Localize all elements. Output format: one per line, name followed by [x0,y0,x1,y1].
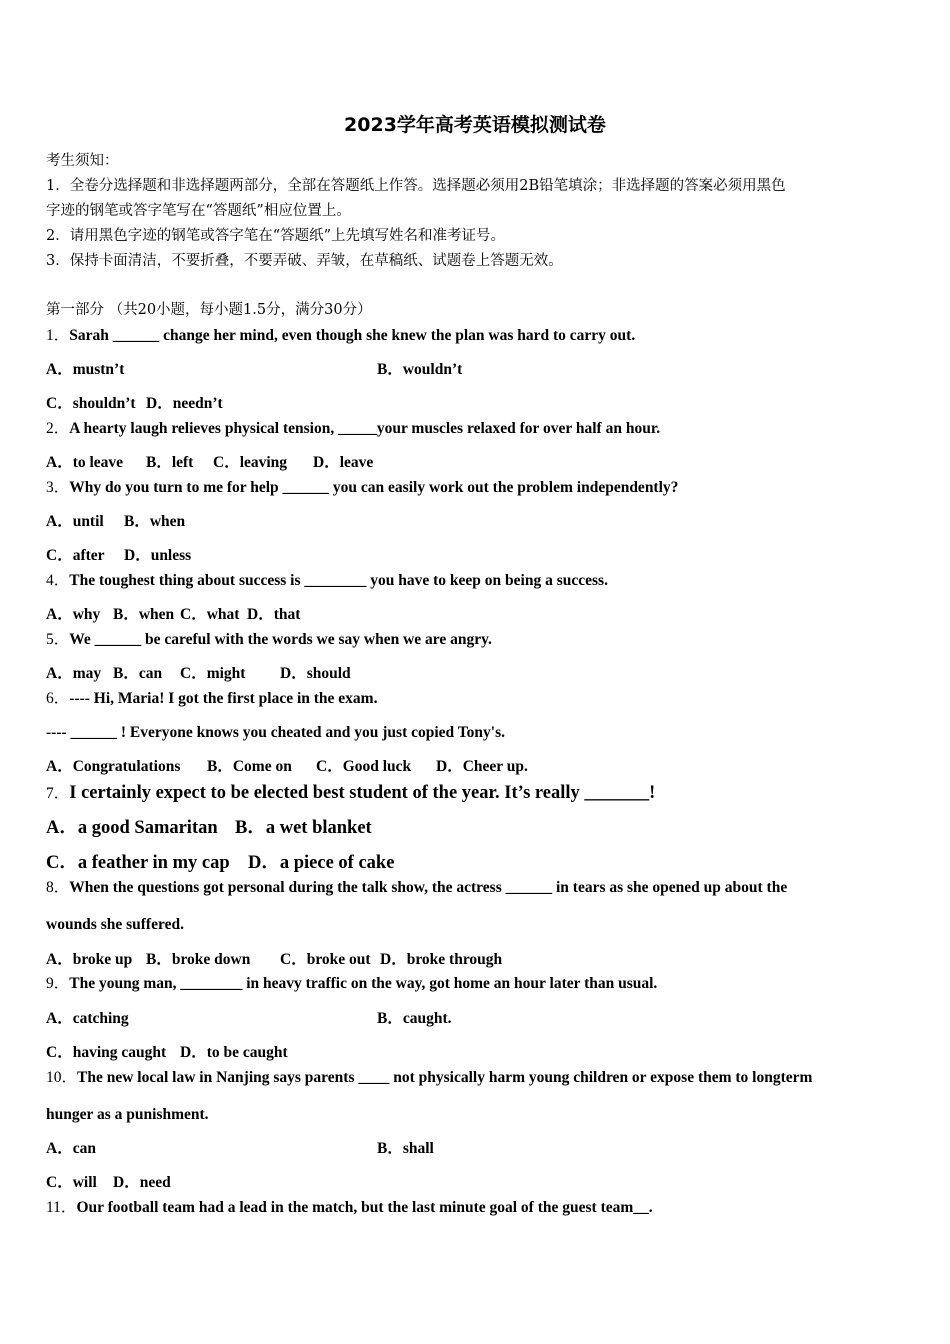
q7-option-c[interactable]: C．a feather in my cap [46,853,230,873]
question-4: 4．The toughest thing about success is ________ you have to keep on being a success. [46,572,608,589]
q4-option-d[interactable]: D．that [247,606,301,623]
q3-option-c[interactable]: C．after [46,547,105,564]
question-10-cont: hunger as a punishment. [46,1106,209,1123]
q9-option-c[interactable]: C．having caught [46,1044,167,1061]
q6-option-d[interactable]: D．Cheer up. [436,758,528,775]
q10-option-a[interactable]: A．can [46,1140,96,1157]
q2-option-d[interactable]: D．leave [313,454,374,471]
q7-option-b[interactable]: B．a wet blanket [235,818,372,838]
q3-option-d[interactable]: D．unless [124,547,192,564]
question-2: 2．A hearty laugh relieves physical tension, _____your muscles relaxed for over half an hour. [46,420,661,437]
q9-option-b[interactable]: B．caught. [377,1010,452,1027]
question-10: 10．The new local law in Nanjing says parents ____ not physically harm young children or expose them to longterm [46,1069,813,1086]
q5-option-d[interactable]: D．should [280,665,351,682]
q1-option-b[interactable]: B．wouldn’t [377,361,463,378]
q6-option-a[interactable]: A．Congratulations [46,758,181,775]
question-9: 9．The young man, ________ in heavy traffic on the way, got home an hour later than usual. [46,975,658,992]
question-8: 8．When the questions got personal during the talk show, the actress ______ in tears as she opened up about the [46,879,788,896]
q1-option-d[interactable]: D．needn’t [146,395,223,412]
q8-option-d[interactable]: D．broke through [380,951,503,968]
q10-option-c[interactable]: C．will [46,1174,97,1191]
question-7: 7．I certainly expect to be elected best student of the year. It’s really _______! [46,783,656,803]
q2-option-a[interactable]: A．to leave [46,454,124,471]
q4-option-c[interactable]: C．what [180,606,240,623]
q8-option-c[interactable]: C．broke out [280,951,371,968]
q1-option-a[interactable]: A．mustn’t [46,361,125,378]
q6-option-c[interactable]: C．Good luck [316,758,412,775]
q9-option-a[interactable]: A．catching [46,1010,129,1027]
question-1: 1．Sarah ______ change her mind, even though she knew the plan was hard to carry out. [46,327,636,344]
notice-line-4: 3．保持卡面清洁，不要折叠，不要弄破、弄皱，在草稿纸、试题卷上答题无效。 [46,253,563,269]
q8-option-a[interactable]: A．broke up [46,951,133,968]
q6-option-b[interactable]: B．Come on [207,758,292,775]
q4-option-a[interactable]: A．why [46,606,101,623]
q8-option-b[interactable]: B．broke down [146,951,251,968]
q2-option-b[interactable]: B．left [146,454,194,471]
question-11: 11．Our football team had a lead in the match, but the last minute goal of the guest team__. [46,1199,653,1216]
q1-option-c[interactable]: C．shouldn’t [46,395,136,412]
q5-option-c[interactable]: C．might [180,665,246,682]
question-6-reply: ---- ______ ! Everyone knows you cheated and you just copied Tony's. [46,724,506,741]
q5-option-b[interactable]: B．can [113,665,163,682]
notice-heading: 考生须知： [46,153,119,169]
q2-option-c[interactable]: C．leaving [213,454,288,471]
q4-option-b[interactable]: B．when [113,606,175,623]
question-3: 3．Why do you turn to me for help ______ you can easily work out the problem independently? [46,479,679,496]
q5-option-a[interactable]: A．may [46,665,102,682]
notice-line-3: 2．请用黑色字迹的钢笔或答字笔在“答题纸”上先填写姓名和准考证号。 [46,228,506,244]
question-8-cont: wounds she suffered. [46,916,184,933]
notice-line-2: 字迹的钢笔或答字笔写在“答题纸”相应位置上。 [46,203,351,219]
q10-option-b[interactable]: B．shall [377,1140,434,1157]
section-heading: 第一部分 （共20小题，每小题1.5分，满分30分） [46,302,372,318]
notice-line-1: 1．全卷分选择题和非选择题两部分，全部在答题纸上作答。选择题必须用2B铅笔填涂；非选择题的答案必须用黑色 [46,178,786,194]
q3-option-b[interactable]: B．when [124,513,186,530]
q7-option-a[interactable]: A．a good Samaritan [46,818,218,838]
q9-option-d[interactable]: D．to be caught [180,1044,288,1061]
question-5: 5．We ______ be careful with the words we say when we are angry. [46,631,492,648]
q7-option-d[interactable]: D．a piece of cake [248,853,395,873]
page-title: 2023学年高考英语模拟测试卷 [344,114,606,136]
question-6: 6．---- Hi, Maria! I got the first place in the exam. [46,690,378,707]
q10-option-d[interactable]: D．need [113,1174,171,1191]
q3-option-a[interactable]: A．until [46,513,104,530]
